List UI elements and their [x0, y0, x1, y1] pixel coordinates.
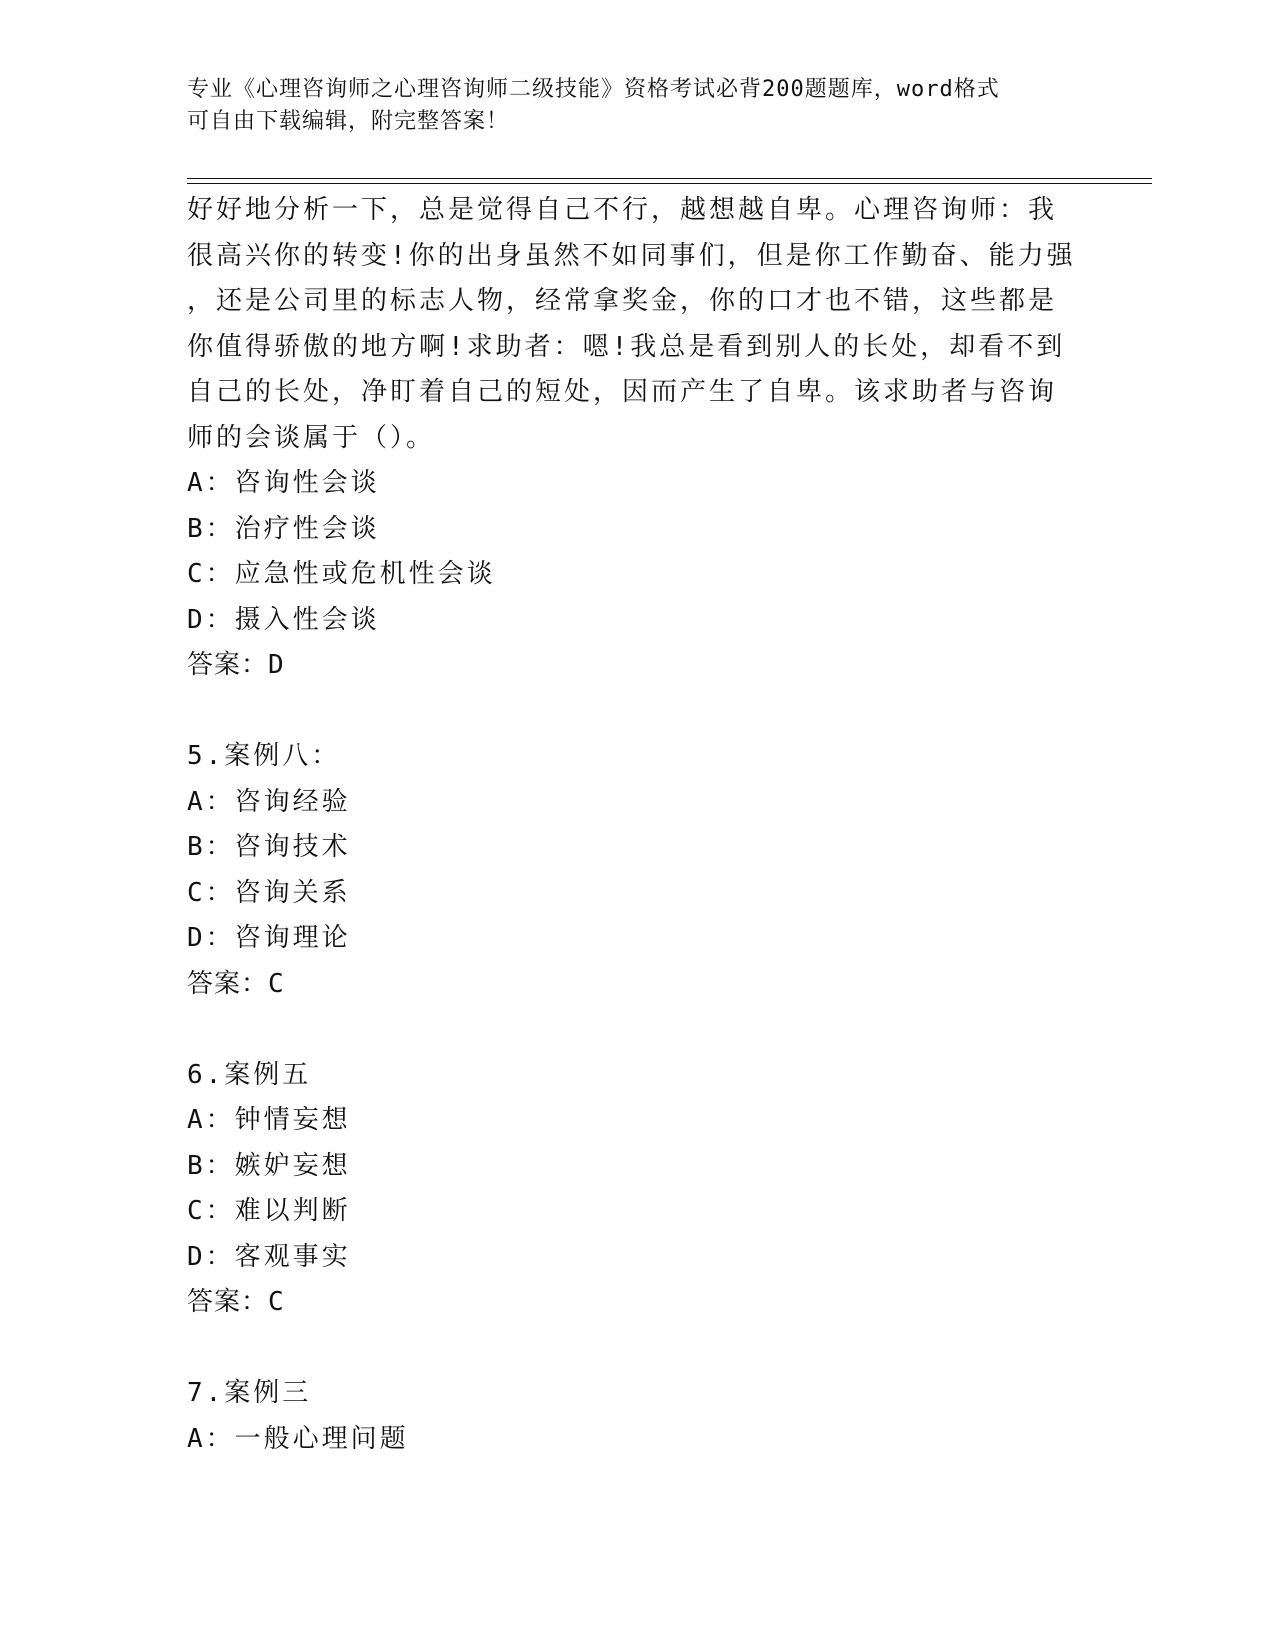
- question-stem-line: 你值得骄傲的地方啊!求助者：嗯!我总是看到别人的长处，却看不到: [187, 331, 1066, 362]
- option-b: B：咨询技术: [187, 832, 351, 862]
- question-stem: 5.案例八：: [187, 741, 341, 771]
- answer-line: 答案：C: [187, 968, 285, 999]
- option-b: B：嫉妒妄想: [187, 1150, 351, 1181]
- question-spacer: [187, 1326, 1107, 1372]
- option-d: D：咨询理论: [187, 923, 351, 953]
- question-7-block: [187, 1371, 1107, 1462]
- question-stem-line: 师的会谈属于（）。: [187, 422, 436, 453]
- question-5-block: [187, 734, 1107, 1007]
- header-title-line-2: 可自由下载编辑，附完整答案！: [187, 109, 510, 134]
- option-d: D：摄入性会谈: [187, 604, 380, 635]
- option-c: C：咨询关系: [187, 877, 351, 908]
- question-spacer: [187, 1007, 1107, 1053]
- option-a: A：咨询经验: [187, 786, 351, 817]
- header-divider-top: [187, 178, 1152, 179]
- question-stem-line: 自己的长处，净盯着自己的短处，因而产生了自卑。该求助者与咨询: [187, 377, 1058, 407]
- option-c: C：应急性或危机性会谈: [187, 559, 496, 589]
- answer-line: 答案：D: [187, 650, 285, 680]
- header-title-line-1: 专业《心理咨询师之心理咨询师二级技能》资格考试必背200题题库，word格式: [187, 77, 1000, 102]
- option-b: B：治疗性会谈: [187, 513, 380, 544]
- question-list: [187, 188, 1107, 1462]
- question-spacer: [187, 689, 1107, 735]
- question-6-block: [187, 1053, 1107, 1326]
- option-d: D：客观事实: [187, 1241, 351, 1272]
- question-stem-line: 好好地分析一下，总是觉得自己不行，越想越自卑。心理咨询师：我: [187, 195, 1058, 225]
- option-a: A：一般心理问题: [187, 1423, 409, 1454]
- document-header: [187, 74, 1087, 138]
- option-a: A：咨询性会谈: [187, 468, 380, 498]
- option-a: A：钟情妄想: [187, 1105, 351, 1135]
- question-stem: 6.案例五: [187, 1059, 312, 1090]
- answer-line: 答案：C: [187, 1287, 285, 1317]
- option-c: C：难以判断: [187, 1196, 351, 1226]
- question-stem-line: 很高兴你的转变!你的出身虽然不如同事们，但是你工作勤奋、能力强: [187, 240, 1076, 271]
- question-stem: 7.案例三: [187, 1378, 312, 1408]
- header-divider-bottom: [187, 183, 1152, 184]
- question-stem-line: ，还是公司里的标志人物，经常拿奖金，你的口才也不错，这些都是: [187, 286, 1058, 316]
- question-4-block: [187, 188, 1107, 689]
